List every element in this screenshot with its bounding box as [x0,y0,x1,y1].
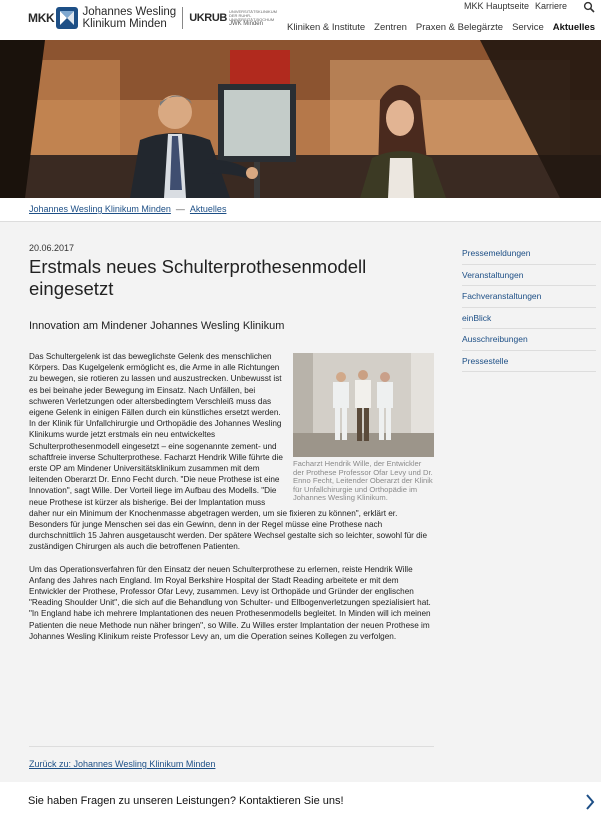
article-photo[interactable] [293,353,434,457]
nav-praxen[interactable]: Praxen & Belegärzte [415,22,504,33]
contact-cta-text: Sie haben Fragen zu unseren Leistungen? Kontaktieren Sie uns! [28,795,344,807]
hero-photo [0,40,601,198]
article-paragraph-1: Das Schultergelenk ist das beweglichste Gelenk des menschlichen Körpers. Das Kugelgelenk ermöglicht es, die Arme in alle Richtungen zu bewegen, sie rotieren zu lassen und auszustrecken. Unbewusst ist es bei beinahe jeder Bewegung im Einsatz. Nach Unfällen, bei schweren Verletzungen oder altersbedingtem Verschleiß muss das eigene Gelenk in einigen Fällen durch ein künstliches ersetzt werden. In der Klinik für Unfallchirurgie und Orthopädie des Johannes Wesling Klinikums wurde jetzt erstmals ein neu entwickeltes Schulterprothesenmodell eingesetzt – eine sogenannte zement- und schaftfreie inverse Schulterprothese. Facharzt Hendrik Wille führte die erste OP am Mindener Universitätsklinikum zusammen mit dem leitenden Oberarzt Dr. Enno Fecht durch. "Die neue Prothese ist eine Innovation", sagt Wille. Der Vorteil liege im Aufbau des Modells. "Die neue Prothese ist kürzer als bisherige. Bei der Implantation muss daher nur ein Minimum der Knochenmasse abgetragen werden, um sie fixieren zu können", erklärt er. Besonders für junge Menschen sei das ein Gewinn, denn in der Regel müsse eine Prothese nach durchschnittlich 15 Jahren ausgetauscht werden. Der spätere Wechsel gestalte sich so leichter, sowohl für die zuständigen Chirurgen als auch die betroffenen Patienten. [29,352,428,552]
top-link-karriere[interactable]: Karriere [534,1,567,11]
contact-cta[interactable] [0,782,601,821]
nav-zentren[interactable]: Zentren [374,22,407,33]
site-logo[interactable] [28,6,275,30]
nav-aktuelles[interactable]: Aktuelles [552,22,595,33]
sidebar-item-fachveranstaltungen[interactable]: Fachveranstaltungen [462,286,596,308]
article-photo-drawing [293,353,434,457]
sidebar-item-pressestelle[interactable]: Pressestelle [462,351,596,373]
logo-text: Johannes Wesling Klinikum Minden [82,6,177,30]
breadcrumb-separator: — [175,204,185,214]
nav-service[interactable]: Service [512,22,544,33]
article-date: 20.06.2017 [29,243,75,253]
top-links [464,1,567,11]
article-subtitle: Innovation am Mindener Johannes Wesling Klinikum [29,320,285,332]
article-paragraph-2: Um das Operationsverfahren für den Einsatz der neuen Schulterprothese zu erlernen, reiste Hendrik Wille Anfang des Jahres nach England. Im Royal Berkshire Hospital der Stadt Reading arbeitete er mit dem Entwickler der Prothese, Professor Ofar Levy, zusammen. Levy ist Orthopäde und Gründer der englischen "Reading Shoulder Unit", die sich auf die Behandlung von Schulter- und Ellbogenverletzungen spezialisiert hat. "In England habe ich mehrere Implantationen des neuen Prothesenmodells begleitet. In Minden will ich meinen Patienten die neue Methode nun näher bringen", so Wille. Zu Willes erster Implantation der neuen Prothese im Johannes Wesling Klinikum reiste Professor Levy an, um die Operation seines Kollegen zu verfolgen. [29,564,431,641]
hero-image [0,40,601,198]
back-divider [29,746,434,747]
search-icon[interactable] [583,1,595,13]
sidebar-item-pressemeldungen[interactable]: Pressemeldungen [462,243,596,265]
article-body [29,351,434,653]
back-link[interactable]: Zurück zu: Johannes Wesling Klinikum Minden [29,759,216,769]
sidebar-item-veranstaltungen[interactable]: Veranstaltungen [462,265,596,287]
top-link-hauptseite[interactable]: MKK Hauptseite [463,1,529,11]
breadcrumb [29,204,226,214]
logo-mark-icon [56,7,78,29]
breadcrumb-bar [0,198,601,222]
nav-kliniken[interactable]: Kliniken & Institute [287,22,366,33]
photo-caption: Facharzt Hendrik Wille, der Entwickler der Prothese Professor Ofar Levy und Dr. Enno Fecht, Leitender Oberarzt der Klinik für Unfallchirurgie und Orthopädie im Johannes Wesling Klinikum. [293,459,433,503]
logo-ukrub: UKRUB [189,12,227,24]
logo-ukrub-sub: UNIVERSITÄTSKLINIKUM DER RUHR-UNIVERSITÄT BOCHUM JWK Minden [228,9,277,27]
breadcrumb-home[interactable]: Johannes Wesling Klinikum Minden [29,204,171,214]
main-nav [287,22,595,33]
article-title: Erstmals neues Schulterprothesenmodell eingesetzt [29,256,367,299]
site-header [0,0,601,40]
sidebar-item-ausschreibungen[interactable]: Ausschreibungen [462,329,596,351]
article-figure [293,353,434,503]
sidebar [462,243,596,372]
logo-mkk: MKK [28,11,55,25]
logo-separator [182,7,183,29]
sidebar-item-einblick[interactable]: einBlick [462,308,596,330]
breadcrumb-current[interactable]: Aktuelles [189,204,227,214]
chevron-right-icon[interactable] [585,794,595,810]
